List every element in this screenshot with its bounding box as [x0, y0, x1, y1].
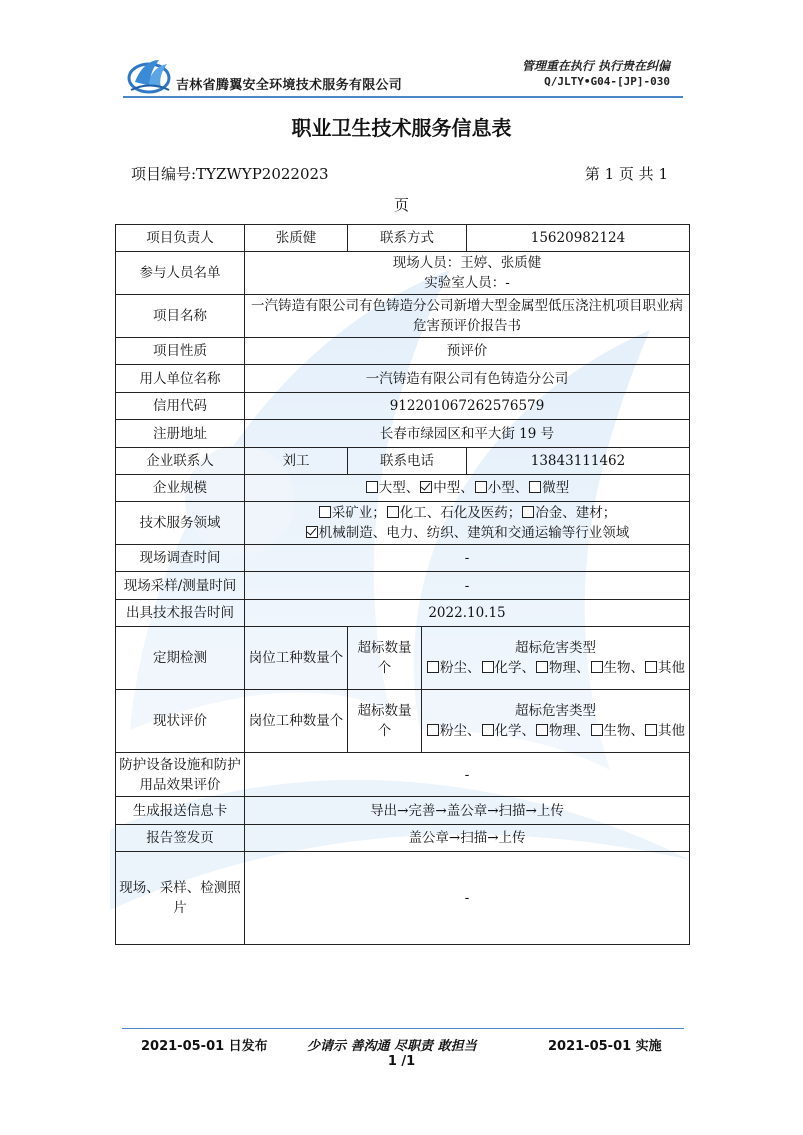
periodic-chemical-checkbox	[482, 661, 494, 673]
protection-value: -	[245, 753, 690, 797]
members-lab: 实验室人员：-	[424, 275, 510, 291]
page-info-wrap: 页	[393, 196, 409, 214]
members-label: 参与人员名单	[116, 252, 245, 295]
table-row	[116, 295, 690, 338]
header-divider	[123, 96, 683, 98]
domain-options	[245, 502, 690, 545]
periodic-posts-label: 岗位工种数量个	[245, 627, 348, 690]
table-row	[116, 475, 690, 502]
scale-micro-checkbox	[529, 481, 541, 493]
company-name: 吉林省腾翼安全环境技术服务有限公司	[176, 78, 403, 93]
leader-label: 项目负责人	[116, 225, 245, 252]
address-label: 注册地址	[116, 420, 245, 448]
scale-micro-label: 微型	[542, 480, 570, 496]
current-hazard-types	[422, 690, 690, 753]
enterprise-phone-label: 联系电话	[348, 448, 467, 475]
current-exceed-label: 超标数量个	[348, 690, 422, 753]
domain-mining-label: 采矿业；	[331, 505, 386, 521]
table-row	[116, 600, 690, 627]
protection-label: 防护设备设施和防护用品效果评价	[116, 753, 245, 797]
table-row	[116, 338, 690, 365]
periodic-biological-label: 生物、	[603, 660, 644, 676]
current-posts-label: 岗位工种数量个	[245, 690, 348, 753]
leader-value: 张质健	[245, 225, 348, 252]
domain-machinery-label: 机械制造、电力、纺织、建筑和交通运输等行业领域	[318, 525, 630, 541]
credit-label: 信用代码	[116, 393, 245, 420]
project-name-label: 项目名称	[116, 295, 245, 338]
current-label: 现状评价	[116, 690, 245, 753]
enterprise-contact-label: 企业联系人	[116, 448, 245, 475]
report-time-value: 2022.10.15	[245, 600, 690, 627]
members-site: 现场人员：王婷、张质健	[392, 255, 542, 271]
scale-options	[245, 475, 690, 502]
page-title: 职业卫生技术服务信息表	[291, 116, 512, 140]
credit-value: 912201067262576579	[245, 393, 690, 420]
table-row	[116, 572, 690, 600]
survey-time-value: -	[245, 545, 690, 572]
sampling-time-label: 现场采样/测量时间	[116, 572, 245, 600]
periodic-chemical-label: 化学、	[494, 660, 535, 676]
footer-divider	[122, 1028, 684, 1029]
members-value	[245, 252, 690, 295]
current-dust-checkbox	[427, 724, 439, 736]
header-slogan: 管理重在执行 执行贵在纠偏	[521, 59, 670, 73]
report-time-label: 出具技术报告时间	[116, 600, 245, 627]
table-row	[116, 393, 690, 420]
periodic-physical-checkbox	[536, 661, 548, 673]
info-table	[115, 224, 690, 945]
current-chemical-checkbox	[482, 724, 494, 736]
contact-value: 15620982124	[467, 225, 690, 252]
table-row	[116, 797, 690, 825]
table-row	[116, 502, 690, 545]
table-row	[116, 448, 690, 475]
scale-large-label: 大型、	[378, 480, 420, 496]
enterprise-contact-value: 刘工	[245, 448, 348, 475]
periodic-label: 定期检测	[116, 627, 245, 690]
project-name-value: 一汽铸造有限公司有色铸造分公司新增大型金属型低压浇注机项目职业病危害预评价报告书	[245, 295, 690, 338]
domain-metallurgy-checkbox	[522, 506, 534, 518]
nature-value: 预评价	[245, 338, 690, 365]
current-physical-checkbox	[536, 724, 548, 736]
info-card-label: 生成报送信息卡	[116, 797, 245, 825]
table-row	[116, 627, 690, 690]
sign-page-label: 报告签发页	[116, 825, 245, 852]
domain-machinery-checkbox	[306, 526, 318, 538]
scale-small-checkbox	[475, 481, 487, 493]
current-physical-label: 物理、	[549, 723, 590, 739]
scale-medium-label: 中型、	[433, 480, 474, 496]
table-row	[116, 252, 690, 295]
table-row	[116, 753, 690, 797]
project-number: 项目编号:TYZWYP2022023	[131, 165, 329, 183]
periodic-exceed-label: 超标数量个	[348, 627, 422, 690]
periodic-hazard-title: 超标危害类型	[515, 640, 596, 656]
enterprise-phone-value: 13843111462	[467, 448, 690, 475]
contact-label: 联系方式	[348, 225, 467, 252]
current-hazard-title: 超标危害类型	[515, 703, 596, 719]
current-other-label: 其他	[658, 723, 685, 739]
periodic-other-checkbox	[645, 661, 657, 673]
periodic-hazard-types	[422, 627, 690, 690]
sampling-time-value: -	[245, 572, 690, 600]
table-row	[116, 852, 690, 945]
sign-page-value: 盖公章→扫描→上传	[245, 825, 690, 852]
table-row	[116, 825, 690, 852]
address-value: 长春市绿园区和平大街 19 号	[245, 420, 690, 448]
current-other-checkbox	[645, 724, 657, 736]
periodic-physical-label: 物理、	[549, 660, 590, 676]
scale-medium-checkbox	[420, 481, 432, 493]
release-date: 2021-05-01 日发布	[141, 1039, 268, 1054]
company-logo-icon	[127, 56, 171, 96]
table-row	[116, 545, 690, 572]
domain-metallurgy-label: 冶金、建材；	[535, 505, 617, 521]
scale-small-label: 小型、	[487, 480, 529, 496]
periodic-biological-checkbox	[591, 661, 603, 673]
current-biological-checkbox	[591, 724, 603, 736]
domain-chemical-label: 化工、石化及医药；	[399, 505, 522, 521]
domain-label: 技术服务领域	[116, 502, 245, 545]
photos-value: -	[245, 852, 690, 945]
periodic-other-label: 其他	[658, 660, 685, 676]
periodic-dust-label: 粉尘、	[440, 660, 481, 676]
table-row	[116, 225, 690, 252]
table-row	[116, 690, 690, 753]
periodic-dust-checkbox	[427, 661, 439, 673]
page-info: 第 1 页 共 1	[584, 165, 668, 183]
table-row	[116, 365, 690, 393]
document-code: Q/JLTY•G04-[JP]-030	[544, 75, 670, 88]
nature-label: 项目性质	[116, 338, 245, 365]
info-card-value: 导出→完善→盖公章→扫描→上传	[245, 797, 690, 825]
current-chemical-label: 化学、	[494, 723, 535, 739]
table-row	[116, 420, 690, 448]
page-number: 1 /1	[387, 1054, 416, 1069]
current-biological-label: 生物、	[603, 723, 644, 739]
domain-mining-checkbox	[319, 506, 331, 518]
current-dust-label: 粉尘、	[440, 723, 481, 739]
employer-label: 用人单位名称	[116, 365, 245, 393]
scale-label: 企业规模	[116, 475, 245, 502]
domain-chemical-checkbox	[387, 506, 399, 518]
survey-time-label: 现场调查时间	[116, 545, 245, 572]
scale-large-checkbox	[366, 481, 378, 493]
employer-value: 一汽铸造有限公司有色铸造分公司	[245, 365, 690, 393]
effective-date: 2021-05-01 实施	[548, 1039, 662, 1054]
footer-motto: 少请示 善沟通 尽职责 敢担当	[307, 1039, 477, 1054]
photos-label: 现场、采样、检测照片	[116, 852, 245, 945]
